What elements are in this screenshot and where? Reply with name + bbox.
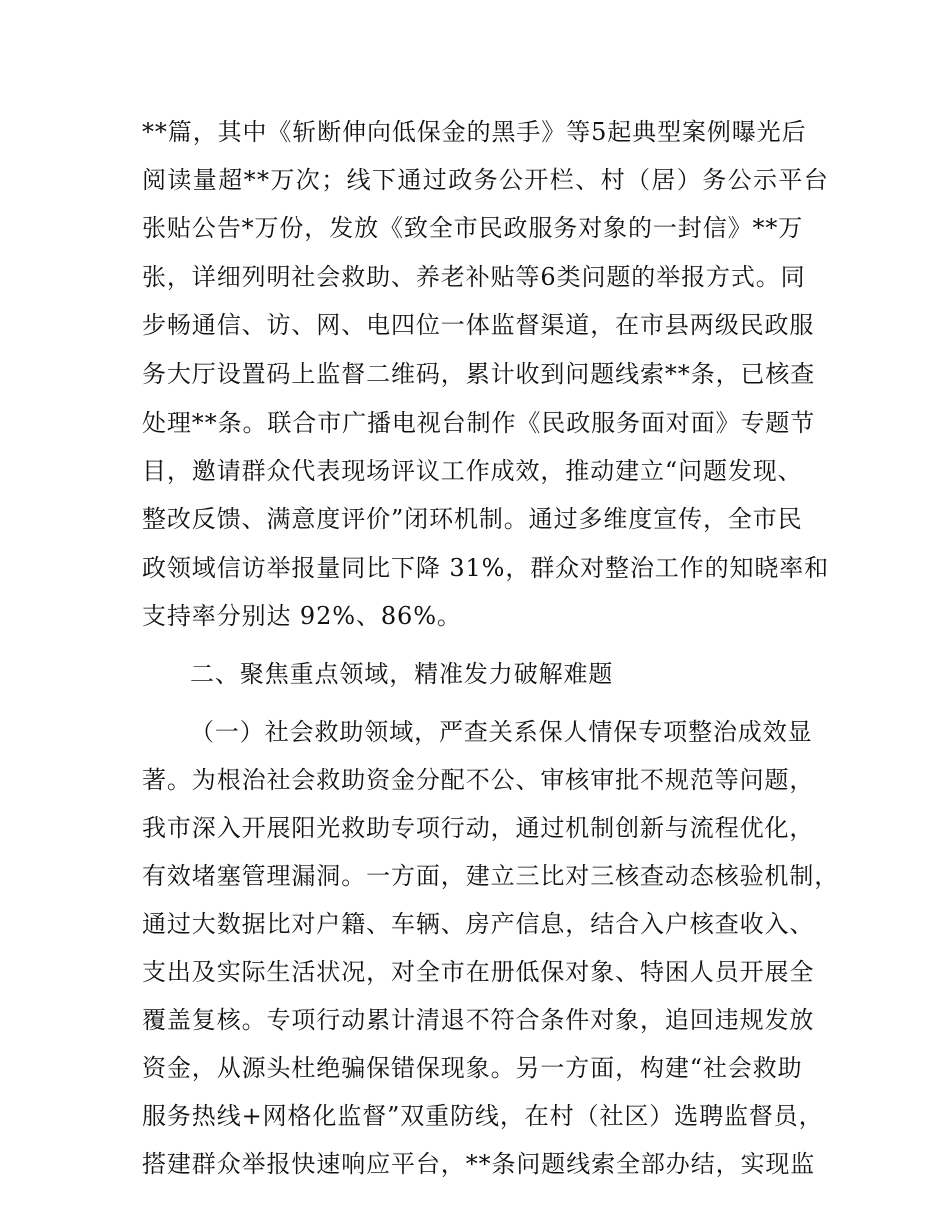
text-line: 服务热线+网格化监督”双重防线，在村（社区）选聘监督员， [142, 1102, 824, 1130]
text-line: 张，详细列明社会救助、养老补贴等6类问题的举报方式。同 [142, 263, 806, 291]
text-line: （一）社会救助领域，严查关系保人情保专项整治成效显 [190, 718, 813, 746]
text-line: 支持率分别达 92%、86%。 [142, 602, 462, 630]
text-line: 资金，从源头杜绝骗保错保现象。另一方面，构建“社会救助 [142, 1054, 803, 1082]
text-line: 著。为根治社会救助资金分配不公、审核审批不规范等问题， [142, 766, 815, 794]
text-line: **篇，其中《斩断伸向低保金的黑手》等5起典型案例曝光后 [142, 118, 807, 146]
text-line: 有效堵塞管理漏洞。一方面，建立三比对三核查动态核验机制， [142, 862, 840, 890]
text-line: 步畅通信、访、网、电四位一体监督渠道，在市县两级民政服 [142, 311, 815, 339]
text-line: 张贴公告*万份，发放《致全市民政服务对象的一封信》**万 [142, 214, 804, 242]
text-line: 处理**条。联合市广播电视台制作《民政服务面对面》专题节 [142, 409, 816, 437]
text-line: 阅读量超**万次；线下通过政务公开栏、村（居）务公示平台 [142, 166, 830, 194]
text-line: 政领域信访举报量同比下降 31%，群众对整治工作的知晓率和 [142, 554, 830, 582]
text-line: 务大厅设置码上监督二维码，累计收到问题线索**条，已核查 [142, 360, 816, 388]
text-line: 目，邀请群众代表现场评议工作成效，推动建立“问题发现、 [142, 457, 803, 485]
text-line: 我市深入开展阳光救助专项行动，通过机制创新与流程优化， [142, 814, 815, 842]
text-line: 搭建群众举报快速响应平台，**条问题线索全部办结，实现监 [142, 1150, 816, 1178]
text-line: 通过大数据比对户籍、车辆、房产信息，结合入户核查收入、 [142, 910, 815, 938]
section-heading: 二、聚焦重点领域，精准发力破解难题 [190, 660, 614, 688]
text-line: 支出及实际生活状况，对全市在册低保对象、特困人员开展全 [142, 958, 815, 986]
text-line: 整改反馈、满意度评价”闭环机制。通过多维度宣传，全市民 [142, 505, 803, 533]
text-line: 覆盖复核。专项行动累计清退不符合条件对象，追回违规发放 [142, 1006, 815, 1034]
